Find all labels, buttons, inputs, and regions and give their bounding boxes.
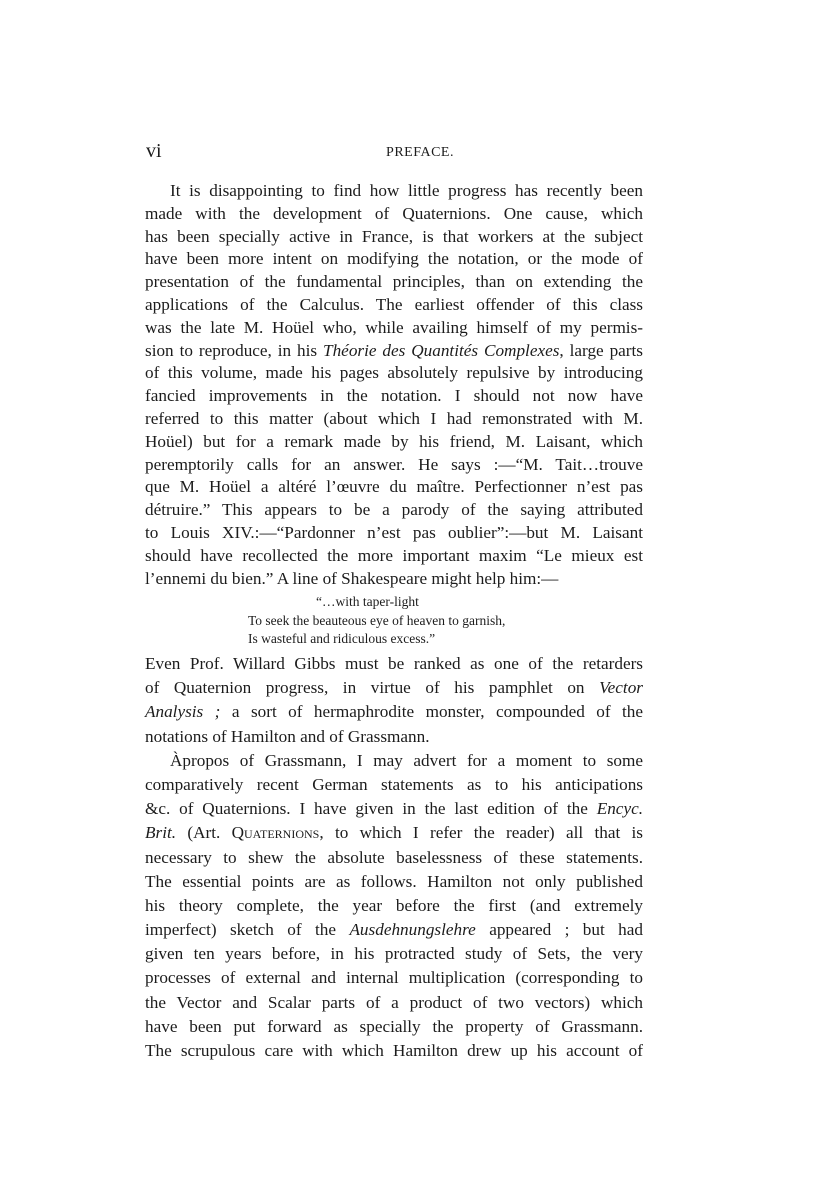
text-line	[248, 593, 505, 612]
paragraph-2	[145, 652, 643, 749]
text-segment: imperfect) sketch of the	[145, 920, 350, 940]
text-line	[145, 271, 643, 294]
italic-text: Théorie des Quantités Complexes	[323, 340, 560, 360]
text-segment: made with the development of Quaternions. One cause, which	[145, 203, 643, 223]
italic-text: Vector	[599, 678, 643, 698]
text-segment: the Vector and Scalar parts of a product of two vectors) which	[145, 992, 643, 1012]
text-line	[145, 846, 643, 870]
text-segment: It is disappointing to find how little progress has recently been	[170, 181, 643, 200]
text-line	[145, 821, 643, 845]
text-segment: given ten years before, in his protracted study of Sets, the very	[145, 944, 643, 964]
text-segment: The scrupulous care with which Hamilton drew up his account of	[145, 1041, 643, 1060]
text-segment: To seek the beauteous eye of heaven to garnish,	[248, 612, 506, 628]
italic-text: Ausdehnungslehre	[349, 920, 476, 940]
text-segment: Àpropos of Grassmann, I may advert for a moment to some	[170, 750, 643, 770]
text-segment: to Louis XIV.:—“Pardonner n’est pas oublier”:—but M. Laisant	[145, 522, 643, 542]
text-line	[145, 773, 643, 797]
text-line	[145, 991, 643, 1015]
text-line	[145, 1015, 643, 1039]
text-segment: détruire.” This appears to be a parody of the saying attributed	[145, 500, 643, 520]
text-segment: was the late M. Hoüel who, while availing himself of my permis-	[145, 317, 643, 337]
text-segment: applications of the Calculus. The earliest offender of this class	[145, 294, 643, 314]
text-line	[145, 226, 643, 249]
text-segment: notations of Hamilton and of Grassmann.	[145, 726, 430, 746]
text-line	[145, 203, 643, 226]
text-segment: have been put forward as specially the property of Grassmann.	[145, 1016, 643, 1036]
text-line	[145, 652, 643, 676]
text-segment: “…with taper-light	[316, 594, 419, 609]
text-line	[145, 408, 643, 431]
italic-text: Encyc.	[596, 799, 643, 819]
text-segment: necessary to shew the absolute baselessness of these statements.	[145, 847, 643, 867]
text-segment: &c. of Quaternions. I have given in the last edition of the	[145, 799, 597, 819]
text-line	[248, 612, 505, 631]
small-caps-text: Quaternions	[231, 823, 320, 843]
text-line	[145, 431, 643, 454]
text-line	[145, 676, 643, 700]
text-line	[145, 476, 643, 499]
text-line	[145, 966, 643, 990]
text-segment: processes of external and internal multiplication (corresponding to	[145, 968, 643, 988]
text-segment: sion to reproduce, in his	[145, 340, 324, 360]
text-line	[145, 700, 643, 724]
text-line	[145, 749, 643, 773]
text-line	[145, 545, 643, 568]
text-line	[248, 630, 505, 649]
text-line	[145, 725, 643, 749]
text-segment: appeared ; but had	[475, 920, 643, 940]
text-line	[145, 522, 643, 545]
text-segment: que M. Hoüel a altéré l’œuvre du maître. Perfectionner n’est pas	[145, 477, 643, 497]
text-segment: referred to this matter (about which I had remonstrated with M.	[145, 408, 643, 428]
paragraph-1	[145, 180, 643, 590]
text-line	[145, 1039, 643, 1063]
text-segment: have been more intent on modifying the notation, or the mode of	[145, 249, 643, 269]
text-segment: l’ennemi du bien.” A line of Shakespeare might help him:—	[145, 568, 559, 588]
text-segment: a sort of hermaphrodite monster, compounded of the	[220, 702, 644, 722]
text-line	[145, 248, 643, 271]
text-segment: has been specially active in France, is that workers at the subject	[145, 226, 643, 246]
shakespeare-quotation	[248, 593, 505, 649]
text-line	[145, 294, 643, 317]
text-line	[145, 385, 643, 408]
text-segment: , to which I refer the reader) all that is	[319, 823, 643, 843]
text-line	[145, 180, 643, 203]
text-segment: presentation of the fundamental principles, than on extending the	[145, 272, 643, 292]
text-segment: should have recollected the more important maxim “Le mieux est	[145, 545, 643, 565]
text-segment: of Quaternion progress, in virtue of his pamphlet on	[145, 678, 600, 698]
text-line	[145, 942, 643, 966]
paragraph-3	[145, 749, 643, 1063]
text-segment: Even Prof. Willard Gibbs must be ranked as one of the retarders	[145, 654, 643, 673]
text-segment: Is wasteful and ridiculous excess.”	[248, 631, 436, 646]
text-line	[145, 918, 643, 942]
text-line	[145, 499, 643, 522]
text-segment: fancied improvements in the notation. I should not now have	[145, 386, 643, 406]
text-segment: The essential points are as follows. Hamilton not only published	[145, 871, 643, 891]
running-head: PREFACE.	[386, 145, 454, 160]
page-number: vi	[146, 140, 162, 162]
text-line	[145, 454, 643, 477]
text-line	[145, 870, 643, 894]
text-segment: , large parts	[559, 340, 643, 360]
text-line	[145, 317, 643, 340]
text-line	[145, 362, 643, 385]
text-segment: his theory complete, the year before the first (and extremely	[145, 895, 643, 915]
text-line	[145, 797, 643, 821]
text-segment: comparatively recent German statements as to his anticipations	[145, 774, 643, 794]
text-segment: (Art.	[176, 823, 232, 843]
text-segment: Hoüel) but for a remark made by his friend, M. Laisant, which	[145, 431, 643, 451]
italic-text: Analysis ;	[145, 702, 221, 722]
text-line	[145, 568, 643, 591]
text-segment: peremptorily calls for an answer. He says :—“M. Tait…trouve	[145, 454, 643, 474]
italic-text: Brit.	[145, 823, 177, 843]
body-text-2	[145, 652, 643, 1063]
text-line	[145, 340, 643, 363]
text-segment: of this volume, made his pages absolutely repulsive by introducing	[145, 363, 643, 383]
text-line	[145, 894, 643, 918]
